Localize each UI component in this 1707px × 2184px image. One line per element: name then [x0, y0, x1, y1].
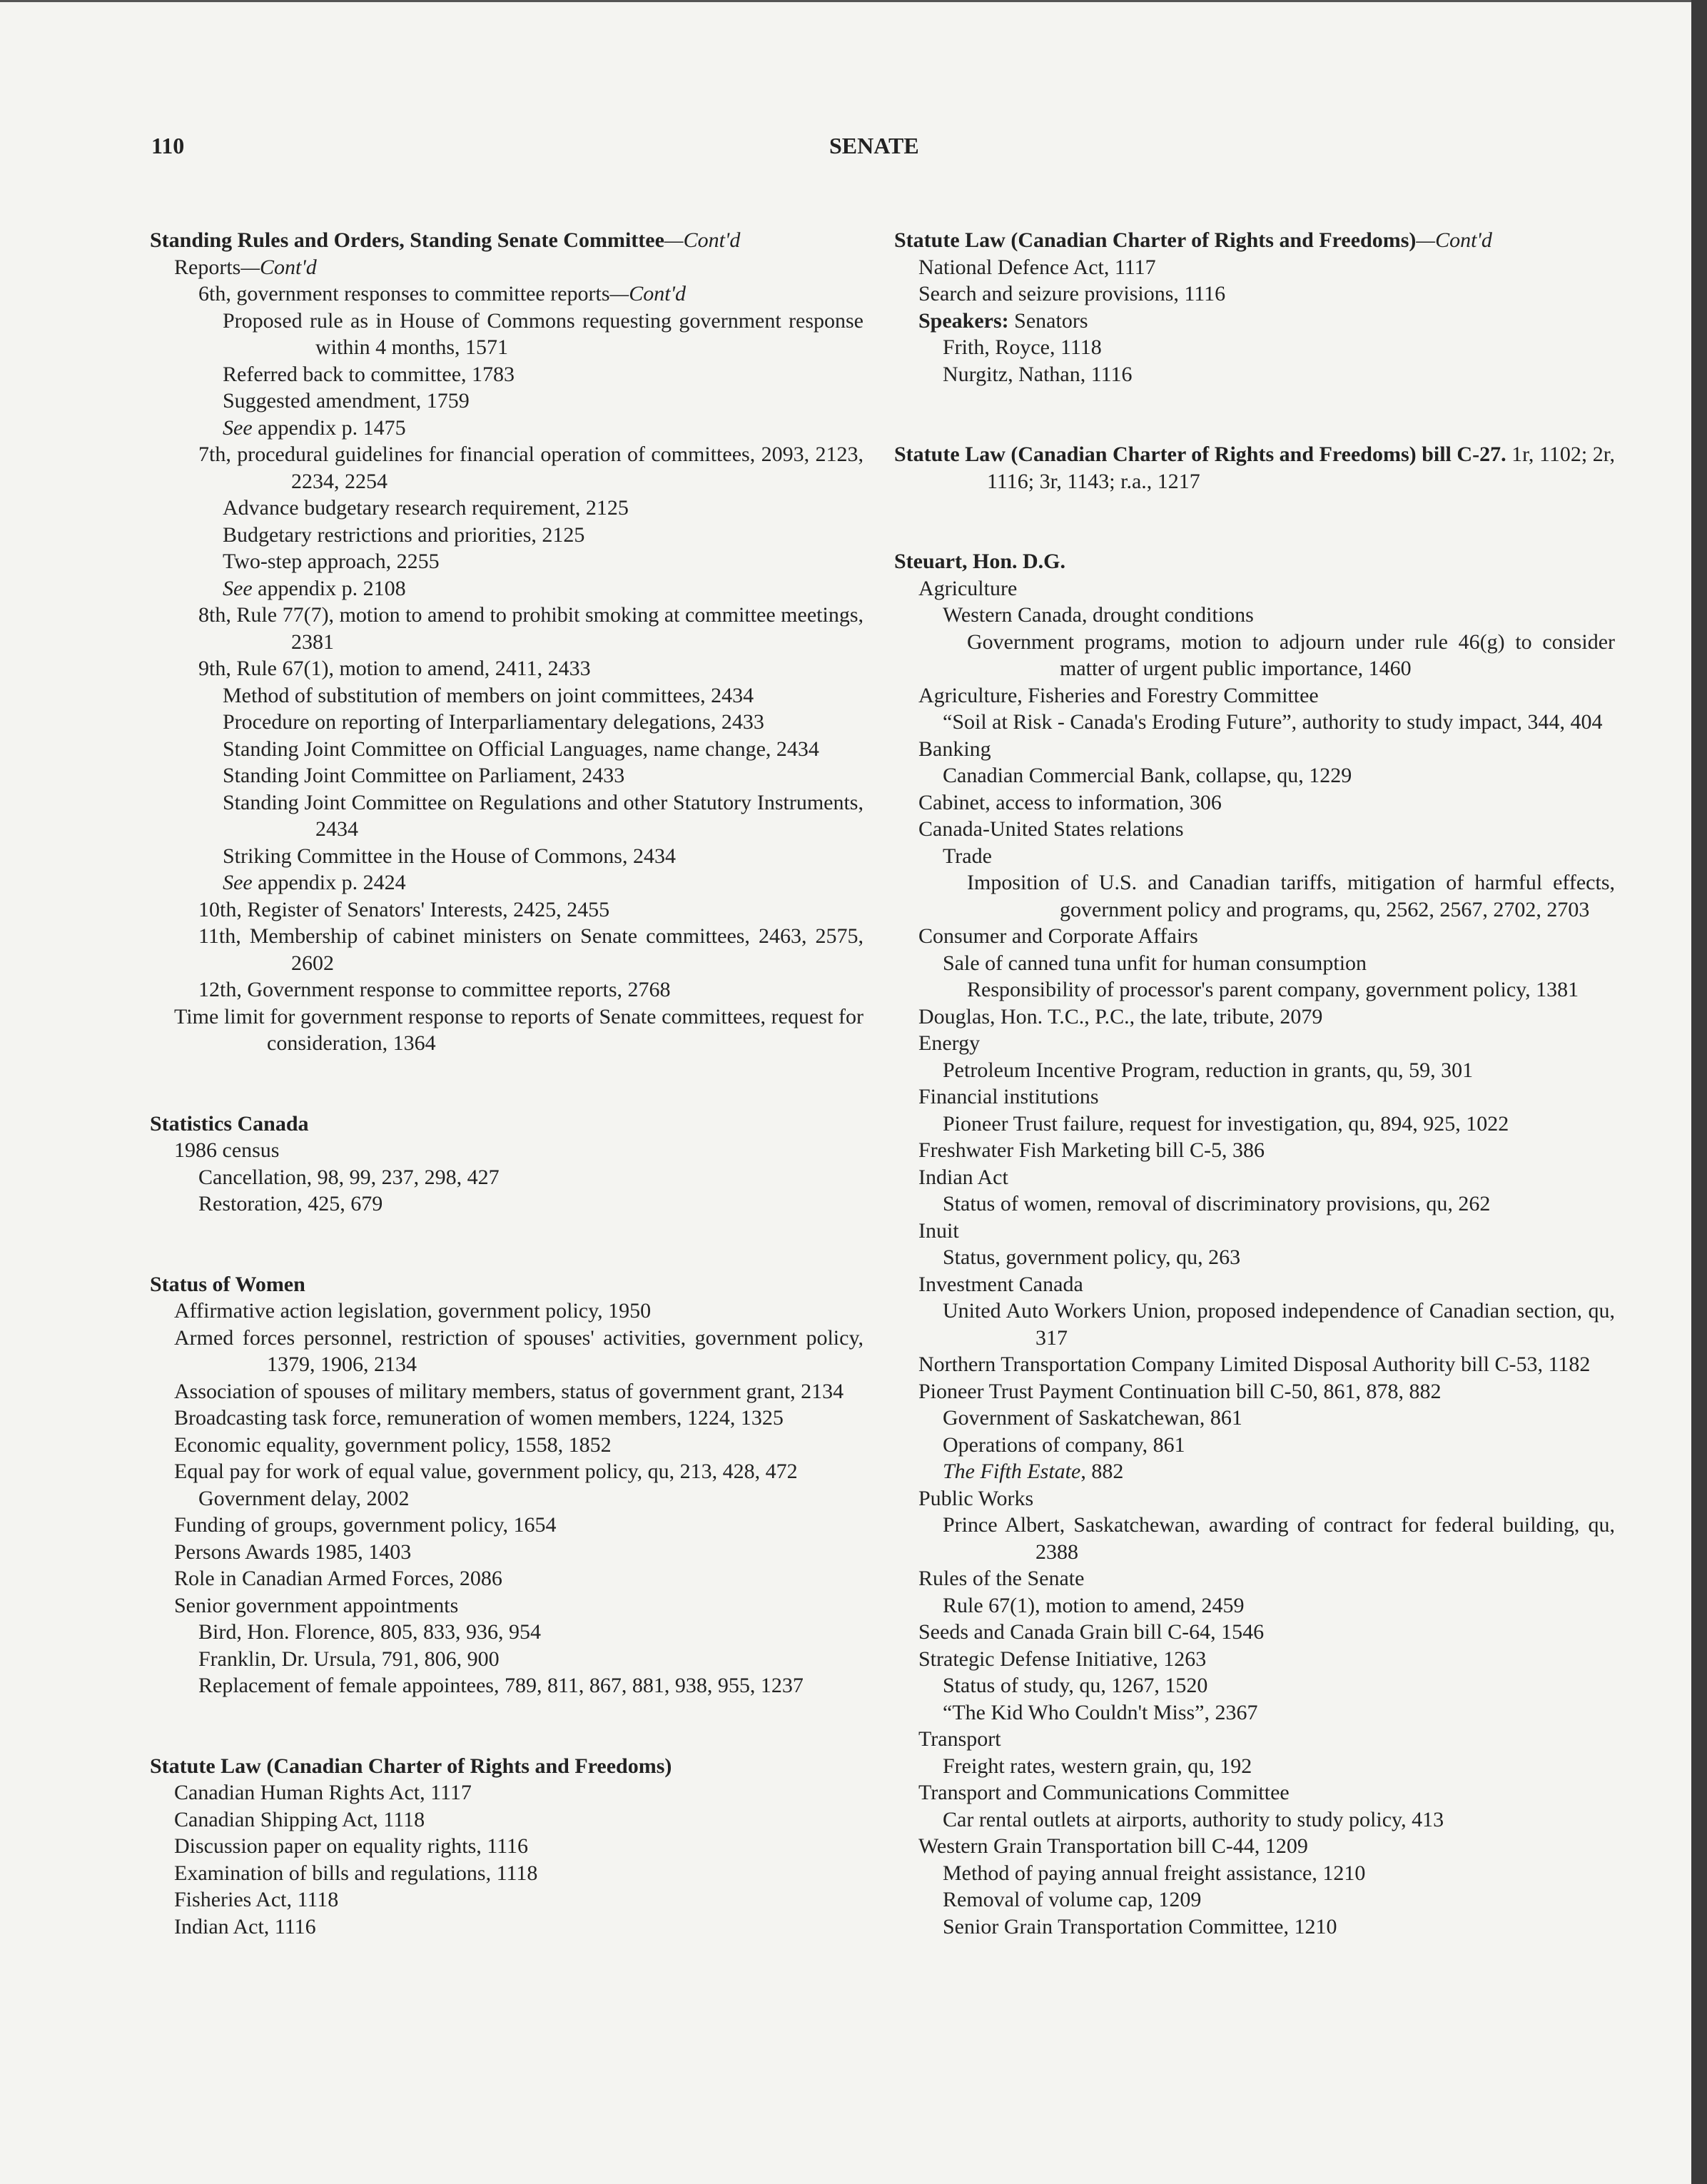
subentry-text: Western Grain Transportation bill C-44, 1209 — [918, 1834, 1308, 1858]
entry-heading — [150, 1111, 863, 1138]
subentry-text: Seeds and Canada Grain bill C-64, 1546 — [918, 1620, 1265, 1644]
index-entry — [894, 441, 1615, 495]
subentry-text: appendix p. 2424 — [252, 871, 406, 894]
subentry-line — [150, 548, 863, 575]
subentry-text: 6th, government responses to committee reports — [198, 282, 610, 305]
subentry-line — [894, 1646, 1615, 1673]
subentry-text: Affirmative action legislation, government policy, 1950 — [174, 1299, 652, 1323]
subentry-text: Freight rates, western grain, qu, 192 — [943, 1754, 1252, 1778]
subentry-text: Petroleum Incentive Program, reduction in grants, qu, 59, 301 — [943, 1058, 1474, 1082]
entry-heading-text: Status of Women — [150, 1272, 305, 1296]
subentry-text: Senior government appointments — [174, 1593, 459, 1617]
subentry-line — [150, 976, 863, 1003]
subentry-line — [150, 1325, 863, 1378]
subentry-text: Strategic Defense Initiative, 1263 — [918, 1647, 1207, 1671]
entry-heading — [150, 227, 863, 254]
subentry-line — [894, 1886, 1615, 1913]
subentry-text: Responsibility of processor's parent company, government policy, 1381 — [967, 978, 1579, 1001]
subentry-text: Examination of bills and regulations, 1118 — [174, 1861, 538, 1885]
subentry-line — [150, 1164, 863, 1191]
subentry-text: Rule 67(1), motion to amend, 2459 — [943, 1593, 1245, 1617]
continued-marker: —Cont'd — [609, 282, 686, 305]
subentry-text: Transport — [918, 1727, 1001, 1751]
subentry-line — [150, 1405, 863, 1432]
subentry-line — [894, 1111, 1615, 1138]
subentry-line — [894, 1672, 1615, 1699]
subentry-line — [150, 789, 863, 843]
subentry-line — [150, 1806, 863, 1834]
subentry-text: Senators — [1008, 308, 1088, 333]
subentry-line — [150, 1646, 863, 1673]
subentry-line — [894, 334, 1615, 361]
subentry-text: Pioneer Trust failure, request for investigation, qu, 894, 925, 1022 — [943, 1111, 1509, 1136]
subentry-text: Discussion paper on equality rights, 1116 — [174, 1834, 529, 1858]
subentry-line — [894, 1699, 1615, 1727]
subentry-line — [150, 923, 863, 976]
subentry-text: Sale of canned tuna unfit for human consumption — [943, 951, 1367, 975]
italic-text: See — [223, 871, 253, 894]
subentry-line — [894, 1592, 1615, 1619]
subentry-line — [894, 1030, 1615, 1057]
subentry-line — [150, 1592, 863, 1619]
subentry-line — [894, 1565, 1615, 1592]
subentry-text: , 882 — [1080, 1460, 1124, 1483]
subentry-text: Rules of the Senate — [918, 1567, 1085, 1590]
subentry-line — [894, 709, 1615, 736]
subentry-text: Method of paying annual freight assistance, 1210 — [943, 1861, 1366, 1885]
subentry-line — [894, 1190, 1615, 1218]
subentry-line — [894, 1432, 1615, 1459]
entry-heading-text: Statute Law (Canadian Charter of Rights and Freedoms) — [150, 1754, 672, 1778]
subentry-text: Two-step approach, 2255 — [223, 550, 440, 573]
subentry-text: Transport and Communications Committee — [918, 1781, 1290, 1804]
subentry-line — [894, 1779, 1615, 1806]
subentry-text: Car rental outlets at airports, authority to study policy, 413 — [943, 1807, 1444, 1831]
subentry-line — [150, 308, 863, 361]
subentry-text: Association of spouses of military members, status of government grant, 2134 — [174, 1379, 844, 1403]
page-top-edge — [0, 0, 1707, 2]
subentry-line — [894, 1405, 1615, 1432]
subentry-line — [894, 308, 1615, 335]
subentry-line — [150, 388, 863, 415]
subentry-line — [150, 1485, 863, 1512]
running-head: SENATE — [829, 133, 919, 158]
entry-heading-text: Statute Law (Canadian Charter of Rights and Freedoms) — [894, 228, 1417, 252]
subentry-text: Restoration, 425, 679 — [198, 1192, 383, 1215]
subentry-text: Economic equality, government policy, 1558, 1852 — [174, 1432, 612, 1457]
subentry-text: Agriculture, Fisheries and Forestry Committee — [918, 683, 1319, 707]
subentry-text: Removal of volume cap, 1209 — [943, 1888, 1202, 1911]
subentry-text: 8th, Rule 77(7), motion to amend to prohibit smoking at committee meetings, 2381 — [198, 603, 863, 654]
subentry-line — [150, 1833, 863, 1860]
subentry-line — [150, 1913, 863, 1941]
subentry-text: Franklin, Dr. Ursula, 791, 806, 900 — [198, 1647, 500, 1671]
subentry-text: Proposed rule as in House of Commons requesting government response within 4 months, 1571 — [223, 308, 863, 359]
index-entry — [150, 1271, 863, 1699]
subentry-line — [150, 1190, 863, 1218]
subentry-line — [894, 1753, 1615, 1780]
subentry-line — [150, 1432, 863, 1459]
index-entry — [150, 227, 863, 1057]
subentry-line — [894, 869, 1615, 923]
subentry-line — [894, 1378, 1615, 1405]
subentry-text: Persons Awards 1985, 1403 — [174, 1540, 412, 1564]
subentry-text: Investment Canada — [918, 1272, 1083, 1296]
subentry-text: Armed forces personnel, restriction of spouses' activities, government policy, 1379, 1906, 2134 — [174, 1325, 863, 1376]
subentry-text: Agriculture — [918, 576, 1018, 600]
index-entry — [150, 1111, 863, 1218]
subentry-text: Government delay, 2002 — [198, 1486, 410, 1510]
subentry-text: Advance budgetary research requirement, 2125 — [223, 496, 629, 520]
subentry-text: Senior Grain Transportation Committee, 1210 — [943, 1914, 1337, 1938]
subentry-line — [894, 629, 1615, 682]
subentry-line — [150, 736, 863, 763]
subentry-line — [150, 254, 863, 281]
subentry-line — [150, 1860, 863, 1887]
entry-heading-references: 1r, 1102; 2r, 1116; 3r, 1143; r.a., 1217 — [987, 443, 1615, 493]
subentry-text: 12th, Government response to committee reports, 2768 — [198, 978, 671, 1001]
subentry-line — [150, 415, 863, 442]
subentry-line — [894, 1057, 1615, 1084]
subentry-text: Reports — [174, 255, 241, 279]
subentry-line — [894, 602, 1615, 629]
entry-heading-text: Steuart, Hon. D.G. — [894, 550, 1065, 573]
subentry-line — [894, 361, 1615, 388]
entry-heading — [894, 227, 1615, 254]
subentry-text: Prince Albert, Saskatchewan, awarding of contract for federal building, qu, 2388 — [943, 1513, 1615, 1564]
subentry-line — [894, 1913, 1615, 1941]
subentry-line — [894, 736, 1615, 763]
subentry-line — [150, 1619, 863, 1646]
subentry-text: 10th, Register of Senators' Interests, 2425, 2455 — [198, 897, 610, 921]
subentry-text: 9th, Rule 67(1), motion to amend, 2411, 2433 — [198, 657, 591, 680]
subentry-text: Nurgitz, Nathan, 1116 — [943, 362, 1133, 386]
subentry-text: Status of study, qu, 1267, 1520 — [943, 1674, 1208, 1697]
subentry-text: Referred back to committee, 1783 — [223, 362, 515, 386]
continued-marker: —Cont'd — [1416, 228, 1492, 252]
continued-marker: —Cont'd — [240, 255, 317, 279]
index-entry — [150, 1753, 863, 1941]
subentry-text: Status of women, removal of discriminatory provisions, qu, 262 — [943, 1192, 1491, 1215]
subentry-line — [894, 1218, 1615, 1245]
subentry-line — [150, 1298, 863, 1325]
right-column — [894, 227, 1615, 1993]
subentry-text: Canadian Commercial Bank, collapse, qu, 1229 — [943, 764, 1352, 787]
subentry-line — [150, 361, 863, 388]
subentry-text: appendix p. 1475 — [252, 415, 406, 440]
subentry-text: Equal pay for work of equal value, government policy, qu, 213, 428, 472 — [174, 1460, 798, 1483]
subentry-text: Status, government policy, qu, 263 — [943, 1245, 1241, 1269]
subentry-text: 1986 census — [174, 1138, 280, 1162]
subentry-line — [894, 950, 1615, 977]
subentry-text: Search and seizure provisions, 1116 — [918, 282, 1226, 305]
subentry-line — [894, 1244, 1615, 1271]
subentry-text: United Auto Workers Union, proposed independence of Canadian section, qu, 317 — [943, 1299, 1615, 1350]
subentry-line — [894, 1512, 1615, 1565]
subentry-line — [894, 816, 1615, 843]
entry-heading — [150, 1753, 863, 1780]
subentry-text: Northern Transportation Company Limited Disposal Authority bill C-53, 1182 — [918, 1353, 1591, 1376]
subentry-line — [150, 655, 863, 682]
subentry-text: Operations of company, 861 — [943, 1432, 1185, 1457]
subentry-line — [894, 789, 1615, 817]
subentry-text: Douglas, Hon. T.C., P.C., the late, tribute, 2079 — [918, 1004, 1323, 1028]
entry-heading-text: Statute Law (Canadian Charter of Rights and Freedoms) bill C-27. — [894, 443, 1506, 466]
subentry-text: Procedure on reporting of Interparliamentary delegations, 2433 — [223, 710, 764, 734]
subentry-line — [894, 1003, 1615, 1031]
subentry-line — [894, 1806, 1615, 1834]
subentry-text: Bird, Hon. Florence, 805, 833, 936, 954 — [198, 1620, 541, 1644]
italic-text: The Fifth Estate — [943, 1460, 1081, 1483]
subentry-text: Replacement of female appointees, 789, 811, 867, 881, 938, 955, 1237 — [198, 1674, 804, 1697]
entry-heading — [894, 548, 1615, 575]
subentry-text: Inuit — [918, 1218, 959, 1243]
entry-heading-text: Statistics Canada — [150, 1111, 309, 1136]
subentry-line — [894, 1298, 1615, 1351]
subentry-text: Suggested amendment, 1759 — [223, 389, 470, 413]
subentry-text: Trade — [943, 844, 992, 868]
subentry-line — [150, 1565, 863, 1592]
subentry-line — [894, 976, 1615, 1003]
subentry-line — [150, 575, 863, 602]
subentry-line — [150, 602, 863, 655]
subentry-line — [150, 869, 863, 896]
subentry-line — [150, 682, 863, 709]
subentry-line — [894, 254, 1615, 281]
subentry-line — [150, 441, 863, 495]
subentry-line — [150, 762, 863, 789]
subentry-text: Indian Act — [918, 1165, 1008, 1189]
subentry-text: Budgetary restrictions and priorities, 2125 — [223, 522, 585, 547]
subentry-line — [150, 896, 863, 924]
subentry-text: Standing Joint Committee on Regulations and other Statutory Instruments, 2434 — [223, 790, 863, 841]
subentry-text: Government programs, motion to adjourn under rule 46(g) to consider matter of urgent public importance, 1460 — [967, 630, 1615, 680]
subentry-line — [894, 843, 1615, 870]
subentry-text: Method of substitution of members on joint committees, 2434 — [223, 683, 754, 707]
subentry-line — [894, 280, 1615, 308]
subentry-text: 7th, procedural guidelines for financial operation of committees, 2093, 2123, 2234, 2254 — [198, 443, 863, 493]
subentry-line — [894, 1083, 1615, 1111]
subentry-text: Canadian Human Rights Act, 1117 — [174, 1781, 472, 1804]
subentry-line — [894, 1164, 1615, 1191]
subentry-text: Energy — [918, 1031, 981, 1055]
subentry-text: Time limit for government response to reports of Senate committees, request for consideration, 1364 — [174, 1004, 863, 1055]
index-entry — [894, 548, 1615, 1940]
subentry-line — [894, 1726, 1615, 1753]
subentry-text: National Defence Act, 1117 — [918, 255, 1156, 279]
subentry-text: 11th, Membership of cabinet ministers on Senate committees, 2463, 2575, 2602 — [198, 924, 863, 975]
subentry-line — [894, 1860, 1615, 1887]
subentry-line — [894, 1619, 1615, 1646]
subentry-text: Frith, Royce, 1118 — [943, 335, 1102, 359]
subentry-text: Canada-United States relations — [918, 817, 1184, 841]
subentry-line — [150, 1512, 863, 1539]
subentry-line — [894, 682, 1615, 709]
subentry-text: Funding of groups, government policy, 1654 — [174, 1513, 557, 1537]
italic-text: See — [223, 415, 253, 440]
subentry-line — [150, 1779, 863, 1806]
subentry-line — [894, 923, 1615, 950]
subentry-line — [150, 1458, 863, 1485]
subentry-text: Striking Committee in the House of Commons, 2434 — [223, 844, 676, 868]
entry-heading — [150, 1271, 863, 1298]
subentry-text: Canadian Shipping Act, 1118 — [174, 1807, 425, 1831]
subentry-text: appendix p. 2108 — [252, 576, 406, 600]
subentry-line — [150, 1886, 863, 1913]
subentry-text: Government of Saskatchewan, 861 — [943, 1406, 1242, 1430]
subentry-line — [150, 1539, 863, 1566]
subentry-text: Cabinet, access to information, 306 — [918, 790, 1222, 814]
subentry-text: Pioneer Trust Payment Continuation bill C-50, 861, 878, 882 — [918, 1379, 1442, 1403]
subentry-text: “Soil at Risk - Canada's Eroding Future”, authority to study impact, 344, 404 — [943, 710, 1603, 734]
subentry-text: Standing Joint Committee on Official Languages, name change, 2434 — [223, 737, 819, 761]
subentry-line — [150, 1137, 863, 1164]
subentry-text: Indian Act, 1116 — [174, 1914, 316, 1938]
subentry-text: Cancellation, 98, 99, 237, 298, 427 — [198, 1165, 500, 1189]
page-number: 110 — [151, 133, 185, 158]
subentry-text: “The Kid Who Couldn't Miss”, 2367 — [943, 1700, 1258, 1724]
subentry-line — [894, 762, 1615, 789]
subentry-line — [150, 1378, 863, 1405]
subentry-text: Role in Canadian Armed Forces, 2086 — [174, 1567, 502, 1590]
subentry-text: Financial institutions — [918, 1085, 1099, 1108]
subentry-line — [894, 1458, 1615, 1485]
subentry-line — [894, 1271, 1615, 1298]
entry-heading-text: Standing Rules and Orders, Standing Senate Committee — [150, 228, 664, 252]
subentry-text: Fisheries Act, 1118 — [174, 1888, 339, 1911]
subentry-line — [894, 575, 1615, 602]
subentry-text: Banking — [918, 737, 991, 761]
subentry-line — [894, 1351, 1615, 1378]
scan-right-edge — [1691, 0, 1707, 2184]
continued-marker: —Cont'd — [664, 228, 741, 252]
subentry-line — [150, 843, 863, 870]
subentry-text: Western Canada, drought conditions — [943, 603, 1254, 627]
subentry-text: Public Works — [918, 1486, 1034, 1510]
subentry-line — [894, 1833, 1615, 1860]
subentry-text: Consumer and Corporate Affairs — [918, 924, 1198, 948]
index-entry — [894, 227, 1615, 388]
bold-label: Speakers: — [918, 308, 1009, 333]
subentry-line — [150, 1672, 863, 1699]
entry-heading — [894, 441, 1615, 495]
left-column — [150, 227, 863, 1993]
subentry-line — [894, 1485, 1615, 1512]
italic-text: See — [223, 576, 253, 600]
subentry-line — [150, 280, 863, 308]
subentry-text: Standing Joint Committee on Parliament, 2433 — [223, 764, 625, 787]
subentry-line — [150, 709, 863, 736]
subentry-line — [150, 522, 863, 549]
subentry-text: Freshwater Fish Marketing bill C-5, 386 — [918, 1138, 1265, 1162]
subentry-line — [150, 495, 863, 522]
subentry-text: Broadcasting task force, remuneration of women members, 1224, 1325 — [174, 1406, 784, 1430]
subentry-line — [150, 1003, 863, 1057]
subentry-text: Imposition of U.S. and Canadian tariffs, mitigation of harmful effects, government policy and programs, qu, 2562, 2567, 2702, 2703 — [967, 871, 1615, 921]
subentry-line — [894, 1137, 1615, 1164]
